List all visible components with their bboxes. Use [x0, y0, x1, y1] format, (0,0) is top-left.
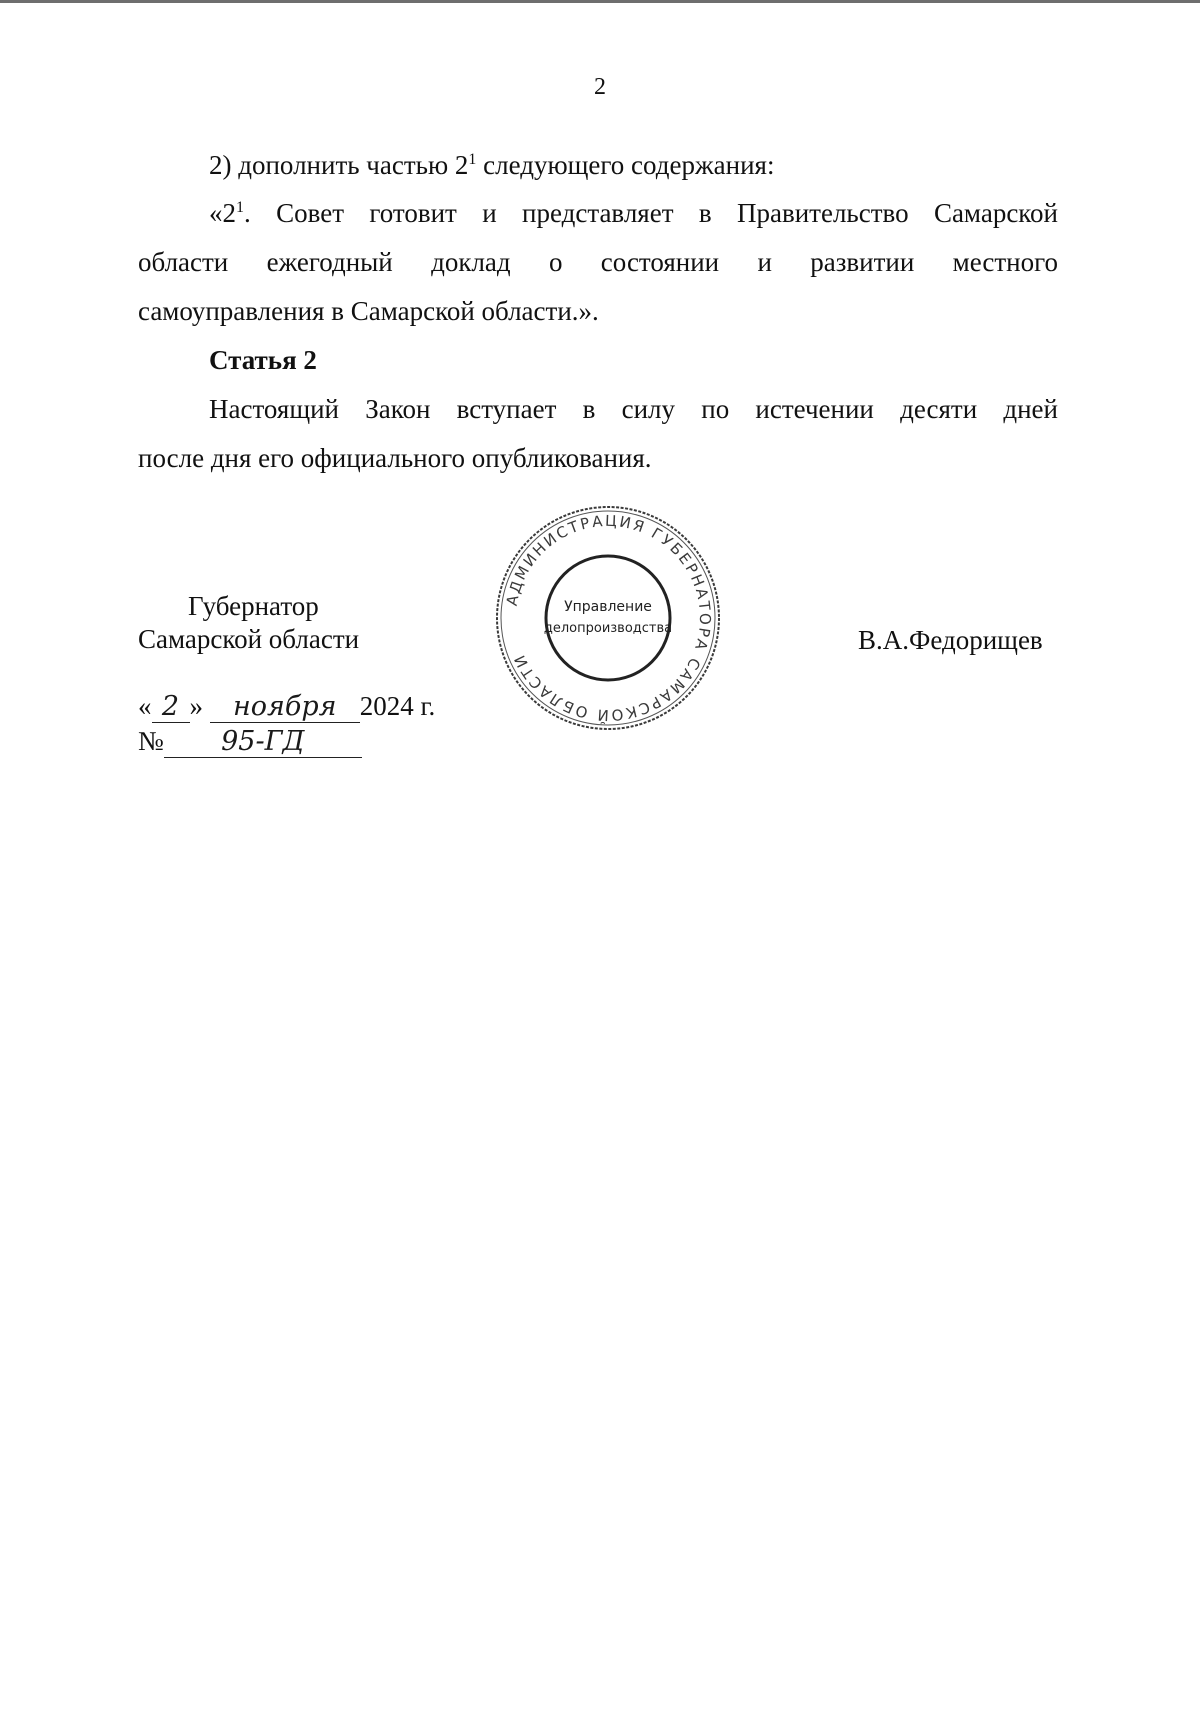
article-2-heading: Статья 2	[209, 345, 317, 375]
signatory-title-line-2: Самарской области	[138, 624, 360, 654]
seal-inner-ring	[543, 556, 673, 680]
signatory-title	[138, 590, 359, 656]
law-number-handwritten: 95-ГД	[164, 727, 362, 758]
article-2-line-1: Настоящий Закон вступает в силу по истечении десяти дней	[209, 394, 1058, 424]
quote-line-2: области ежегодный доклад о состоянии и развитии местного	[138, 247, 1058, 277]
top-border-line	[0, 0, 1200, 3]
quote-line-3: самоуправления в Самарской области.».	[138, 296, 599, 326]
seal-outer-ring	[497, 507, 719, 729]
page-number: 2	[594, 74, 606, 100]
signatory-title-line-1: Губернатор	[188, 591, 319, 621]
seal-center-line-1: Управление	[564, 599, 652, 615]
official-seal-stamp	[493, 503, 723, 733]
seal-center-line-2: делопроизводства	[543, 621, 673, 636]
date-day-handwritten: 2	[152, 692, 190, 723]
article-2-line-2: после дня его официального опубликования.	[138, 443, 652, 473]
quote-line-1: «$2^1$. Совет готовит и представляет в Правительство Самарской	[209, 198, 1058, 228]
date-month-handwritten: ноября	[210, 692, 360, 723]
signing-date: « 2 » ноября 2024 г.	[138, 691, 436, 722]
seal-ring-text: АДМИНИСТРАЦИЯ ГУБЕРНАТОРА САМАРСКОЙ ОБЛАСТИ	[502, 511, 715, 725]
signatory-name: В.А.Федорищев	[858, 625, 1043, 655]
amendment-item-2: 2) дополнить частью $2^1$ следующего содержания:	[209, 150, 775, 180]
law-number: № 95-ГД	[138, 725, 362, 758]
